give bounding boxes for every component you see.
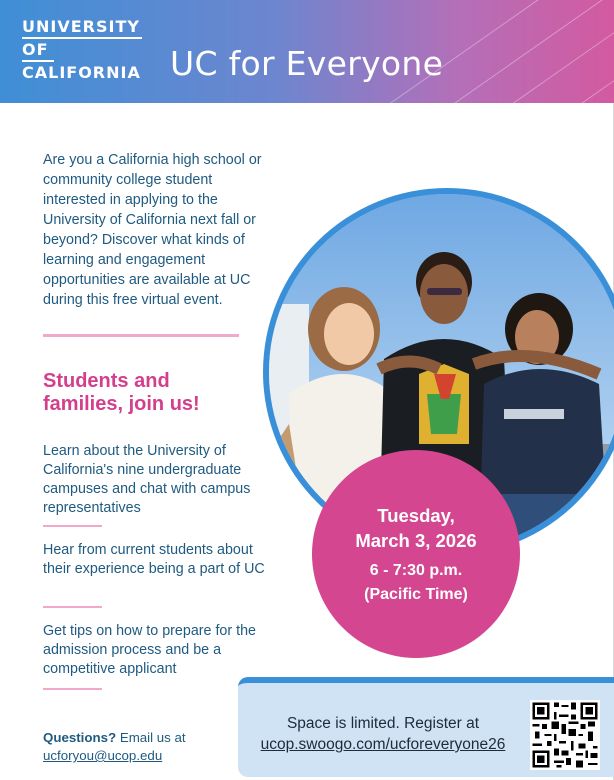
section-heading: Students and families, join us! [43, 370, 200, 415]
divider [43, 525, 102, 527]
email-link[interactable]: ucforyou@ucop.edu [43, 748, 163, 763]
registration-text [238, 713, 528, 755]
qr-code-icon[interactable] [530, 700, 600, 770]
event-date-badge [312, 450, 520, 658]
contact-info [43, 729, 243, 765]
logo-line-california: CALIFORNIA [22, 63, 141, 82]
registration-box [238, 677, 614, 777]
list-item: Get tips on how to prepare for the admission process and be a competitive applicant [43, 623, 256, 677]
registration-link[interactable]: ucop.swoogo.com/ucforeveryone26 [260, 736, 506, 753]
questions-text: Email us at [116, 730, 186, 745]
list-item: Learn about the University of California's nine undergraduate campuses and chat with campus representatives [43, 443, 251, 516]
event-timezone: (Pacific Time) [364, 586, 468, 603]
event-date: March 3, 2026 [355, 530, 477, 551]
divider [43, 334, 239, 337]
registration-label: Space is limited. Register at [286, 715, 480, 732]
event-time: 6 - 7:30 p.m. [369, 562, 463, 579]
header-banner [0, 0, 614, 103]
list-item: Hear from current students about their experience being a part of UC [43, 542, 265, 577]
uc-logo [22, 18, 144, 82]
intro-paragraph: Are you a California high school or community college student interested in applying to the University of California next fall or beyond? Discover what kinds of learning and engagement opportunities are available at UC during this free virtual event. [43, 152, 262, 308]
divider [43, 688, 102, 690]
event-day: Tuesday, [377, 505, 455, 526]
logo-line-of: OF [22, 40, 49, 59]
logo-line-university: UNIVERSITY [22, 17, 140, 36]
page-title: UC for Everyone [170, 44, 444, 83]
divider [43, 606, 102, 608]
questions-label: Questions? [43, 730, 117, 745]
